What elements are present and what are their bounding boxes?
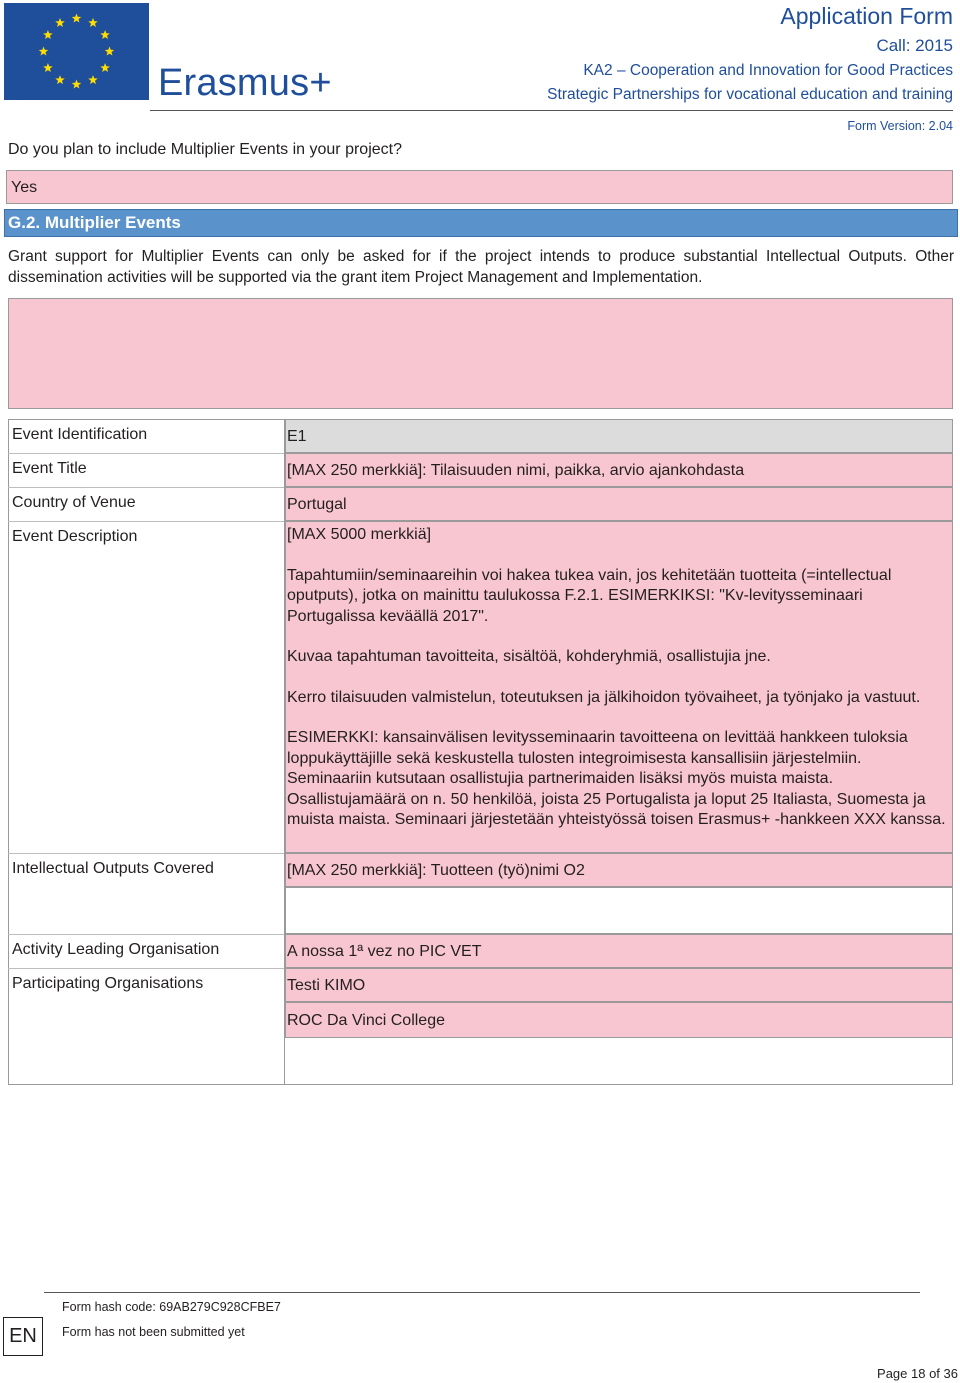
eu-stars-icon [4,3,149,100]
eu-star-icon [39,47,49,56]
eu-star-icon [72,14,82,23]
row-divider [8,521,284,522]
participating-organisation-1[interactable]: Testi KIMO [285,968,953,1002]
eu-star-icon [43,30,53,39]
label-leading-organisation: Activity Leading Organisation [12,941,220,958]
description-paragraph: [MAX 5000 merkkiä] [287,526,432,543]
call-year: Call: 2015 [876,36,953,55]
eu-flag-logo [4,3,149,100]
description-paragraph: Seminaariin kutsutaan osallistujia partnerimaiden lisäksi myös muista maista. [287,770,834,787]
eu-star-icon [100,30,110,39]
label-event-title: Event Title [12,460,87,477]
description-paragraph: Kuvaa tapahtuman tavoitteita, sisältöä, kohderyhmiä, osallistujia jne. [287,648,771,665]
eu-star-icon [43,63,53,72]
row-divider [8,853,284,854]
description-paragraph: ESIMERKKI: kansainvälisen levitysseminaarin tavoitteena on levittää hankkeen tuloksia loppukäyttäjille sekä keskustella tulosten integroimisesta kansallisiin järjestelmiin. [287,729,908,767]
event-identification-field[interactable]: E1 [285,419,953,453]
row-divider [8,453,284,454]
label-event-identification: Event Identification [12,426,148,443]
multiplier-description-field[interactable] [8,298,953,409]
description-paragraph: Kerro tilaisuuden valmistelun, toteutuksen ja jälkihoidon työvaiheet, ja työnjako ja vastuut. [287,688,921,706]
form-title: Application Form [780,3,953,29]
erasmus-brand: Erasmus+ [158,62,332,104]
country-of-venue-field[interactable]: Portugal [285,487,953,521]
eu-star-icon [55,75,65,84]
description-paragraph: Tapahtumiin/seminaareihin voi hakea tukea vain, jos kehitetään tuotteita (=intellectual oputputs), jotka on mainittu taulukossa F.2.1. ESIMERKIKSI: "Kv-levitysseminaari Portugalissa keväällä 2017". [287,566,892,625]
event-description-field[interactable] [285,521,953,853]
intellectual-outputs-extra-field[interactable] [285,887,953,934]
section-heading: G.2. Multiplier Events [4,209,958,237]
leading-organisation-field[interactable]: A nossa 1ª vez no PIC VET [285,934,953,968]
multiplier-question: Do you plan to include Multiplier Events in your project? [8,141,402,158]
key-action: KA2 – Cooperation and Innovation for Good Practices [583,62,953,79]
row-divider [8,968,284,969]
label-participating-organisations: Participating Organisations [12,975,204,992]
eu-star-icon [88,75,98,84]
footer-divider [44,1292,920,1293]
form-version: Form Version: 2.04 [847,119,953,133]
eu-star-icon [105,47,115,56]
eu-star-icon [72,80,82,89]
label-event-description: Event Description [12,528,138,545]
language-badge: EN [3,1317,43,1356]
form-subtitle: Strategic Partnerships for vocational education and training [547,86,953,103]
form-hash: Form hash code: 69AB279C928CFBE7 [62,1300,281,1314]
eu-star-icon [100,63,110,72]
multiplier-answer-field[interactable]: Yes [6,170,953,204]
eu-star-icon [88,18,98,27]
section-intro: Grant support for Multiplier Events can only be asked for if the project intends to produce substantial Intellectual Outputs. Other dissemination activities will be supported via the grant item Project Management and Implementation. [8,248,954,286]
row-divider [8,934,284,935]
event-title-field[interactable]: [MAX 250 merkkiä]: Tilaisuuden nimi, paikka, arvio ajankohdasta [285,453,953,487]
page-number: Page 18 of 36 [877,1366,958,1381]
description-paragraph: Osallistujamäärä on n. 50 henkilöä, joista 25 Portugalista ja loput 25 Italiasta, Suomesta ja muista maista. Seminaari järjestetään yhteistyössä toisen Erasmus+ -hankkeen XXX kanssa. [287,790,946,828]
label-country-of-venue: Country of Venue [12,494,136,511]
eu-star-icon [55,18,65,27]
label-intellectual-outputs: Intellectual Outputs Covered [12,860,214,877]
submission-status: Form has not been submitted yet [62,1325,245,1339]
participating-organisation-2[interactable]: ROC Da Vinci College [285,1002,953,1038]
header-divider [150,110,953,111]
row-divider [8,487,284,488]
intellectual-outputs-field[interactable]: [MAX 250 merkkiä]: Tuotteen (työ)nimi O2 [285,853,953,887]
